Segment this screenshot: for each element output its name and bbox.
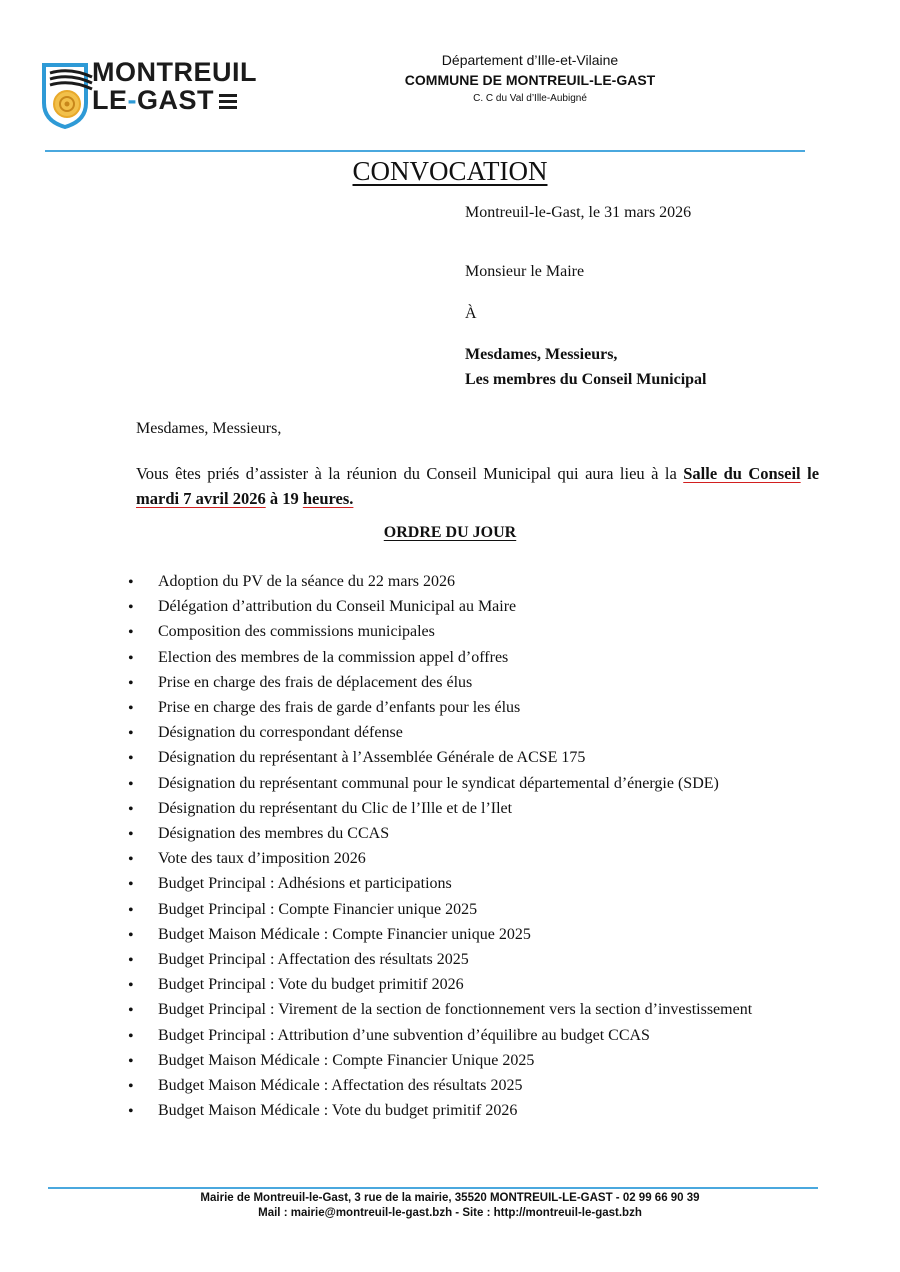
page-title: CONVOCATION bbox=[352, 156, 548, 186]
agenda-item: • Vote des taux d’imposition 2026 bbox=[128, 846, 808, 871]
commune-logo bbox=[40, 55, 270, 130]
agenda-item: • Prise en charge des frais de garde d’enfants pour les élus bbox=[128, 695, 808, 720]
logo-bars-icon bbox=[219, 91, 237, 112]
paragraph-intro: Vous êtes priés d’assister à la réunion du Conseil Municipal qui aura lieu à la bbox=[136, 464, 677, 483]
footer-address: Mairie de Montreuil-le-Gast, 3 rue de la mairie, 35520 MONTREUIL-LE-GAST - 02 99 66 90 39 bbox=[200, 1192, 700, 1204]
logo-text-gast: GAST bbox=[137, 85, 215, 115]
paragraph-le: le bbox=[807, 464, 820, 483]
department-name: Département d’Ille-et-Vilaine bbox=[441, 52, 619, 68]
agenda-item: • Budget Maison Médicale : Vote du budget primitif 2026 bbox=[128, 1098, 808, 1123]
recipients-line1: Mesdames, Messieurs, bbox=[465, 346, 618, 363]
agenda-item: • Désignation du correspondant défense bbox=[128, 720, 808, 745]
meeting-hour-word: heures. bbox=[302, 489, 354, 508]
logo-text-le: LE bbox=[92, 85, 128, 115]
agenda-item: • Budget Maison Médicale : Affectation des résultats 2025 bbox=[128, 1073, 808, 1098]
agenda-item: • Budget Principal : Attribution d’une subvention d’équilibre au budget CCAS bbox=[128, 1023, 808, 1048]
commune-name: COMMUNE DE MONTREUIL-LE-GAST bbox=[404, 72, 656, 88]
paragraph-a: à bbox=[269, 489, 279, 508]
footer-contact: Mail : mairie@montreuil-le-gast.bzh - Site : http://montreuil-le-gast.bzh bbox=[258, 1207, 642, 1219]
rose-shield-icon bbox=[40, 59, 98, 129]
agenda-item: • Prise en charge des frais de déplacement des élus bbox=[128, 670, 808, 695]
footer-divider bbox=[48, 1187, 818, 1189]
agenda-item: • Désignation du représentant communal pour le syndicat départemental d’énergie (SDE) bbox=[128, 771, 808, 796]
agenda-item: • Budget Maison Médicale : Compte Financier Unique 2025 bbox=[128, 1048, 808, 1073]
salutation: Mesdames, Messieurs, bbox=[136, 420, 282, 437]
to-prefix: À bbox=[465, 305, 477, 322]
agenda-item: • Désignation du représentant à l’Assemblée Générale de ACSE 175 bbox=[128, 745, 808, 770]
sender: Monsieur le Maire bbox=[465, 263, 585, 280]
agenda-item: • Budget Principal : Adhésions et participations bbox=[128, 871, 808, 896]
agenda-list bbox=[128, 569, 808, 1123]
recipients-line2: Les membres du Conseil Municipal bbox=[465, 371, 707, 388]
logo-dash: - bbox=[127, 85, 138, 115]
date-line: Montreuil-le-Gast, le 31 mars 2026 bbox=[465, 204, 692, 221]
community-name: C. C du Val d’Ille-Aubigné bbox=[473, 93, 587, 104]
agenda-title: ORDRE DU JOUR bbox=[383, 524, 517, 541]
header-divider bbox=[45, 150, 805, 152]
agenda-item: • Election des membres de la commission appel d’offres bbox=[128, 645, 808, 670]
letterhead bbox=[370, 52, 690, 104]
agenda-item: • Budget Principal : Vote du budget primitif 2026 bbox=[128, 972, 808, 997]
logo-text-montreuil: MONTREUIL bbox=[92, 57, 257, 87]
agenda-item: • Budget Principal : Virement de la section de fonctionnement vers la section d’investissement bbox=[128, 997, 808, 1022]
logo-text-le-gast bbox=[92, 85, 237, 116]
agenda-item: • Adoption du PV de la séance du 22 mars 2026 bbox=[128, 569, 808, 594]
agenda-item: • Délégation d’attribution du Conseil Municipal au Maire bbox=[128, 594, 808, 619]
agenda-item: • Budget Maison Médicale : Compte Financier unique 2025 bbox=[128, 922, 808, 947]
agenda-item: • Budget Principal : Compte Financier unique 2025 bbox=[128, 897, 808, 922]
agenda-item: • Budget Principal : Affectation des résultats 2025 bbox=[128, 947, 808, 972]
meeting-place: Salle du Conseil bbox=[683, 464, 801, 483]
meeting-hour: 19 bbox=[282, 489, 299, 508]
agenda-item: • Désignation des membres du CCAS bbox=[128, 821, 808, 846]
agenda-item: • Composition des commissions municipales bbox=[128, 619, 808, 644]
agenda-item: • Désignation du représentant du Clic de l’Ille et de l’Ilet bbox=[128, 796, 808, 821]
meeting-date: mardi 7 avril 2026 bbox=[136, 489, 266, 508]
footer bbox=[0, 1191, 900, 1221]
convocation-paragraph bbox=[136, 461, 819, 511]
